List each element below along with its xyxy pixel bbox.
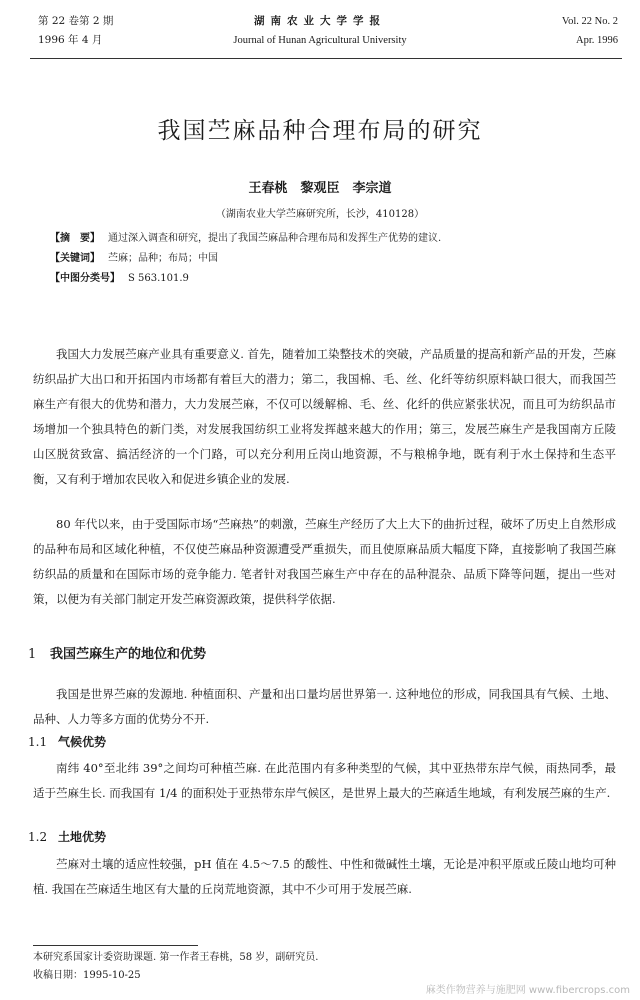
abstract	[50, 232, 610, 246]
abstract-label: 【摘 要】	[50, 233, 100, 244]
publication-date-cn: 1996 年 4 月	[38, 34, 103, 46]
authors: 王春桃 黎观臣 李宗道	[248, 181, 392, 196]
header-right	[562, 12, 618, 50]
volume-issue-en: Vol. 22 No. 2	[561, 16, 618, 27]
affiliation: （湖南农业大学苎麻研究所，长沙，410128）	[215, 209, 425, 220]
watermark: 麻类作物营养与施肥网 www.fibercrops.com	[425, 985, 630, 996]
subsection-number: 1.2	[28, 830, 48, 844]
classification	[50, 272, 610, 286]
subsection-heading-1-1	[28, 733, 106, 750]
subsection-number: 1.1	[28, 735, 48, 749]
subsection-title: 气候优势	[58, 735, 107, 749]
header-rule	[30, 58, 622, 59]
classification-label: 【中图分类号】	[50, 273, 120, 284]
paragraph-land: 苎麻对土壤的适应性较强，pH 值在 4.5～7.5 的酸性、中性和微碱性土壤，无论是冲积平原或丘陵山地均可种植. 我国在苎麻适生地区有大量的丘岗荒地资源，其中不少可用于发展苎麻.	[33, 857, 616, 896]
footnote-received-date: 收稿日期：1995-10-25	[33, 970, 141, 981]
classification-text: S 563.101.9	[128, 273, 189, 284]
subsection-heading-1-2	[28, 828, 106, 845]
footnote-funding: 本研究系国家计委资助课题. 第一作者王春桃，58 岁，副研究员.	[33, 952, 319, 963]
keywords-text: 苎麻；品种；布局；中国	[108, 253, 218, 264]
section-number: 1	[28, 647, 37, 662]
paper-title: 我国苎麻品种合理布局的研究	[157, 118, 483, 144]
journal-name-cn: 湖南农业大学学报	[254, 15, 386, 27]
journal-name-en: Journal of Hunan Agricultural University	[233, 35, 407, 46]
header-left	[38, 12, 113, 50]
section-title: 我国苎麻生产的地位和优势	[50, 647, 207, 662]
paragraph-intro-1: 我国大力发展苎麻产业具有重要意义. 首先，随着加工染整技术的突破，产品质量的提高和新产品的开发，苎麻纺织品扩大出口和开拓国内市场都有着巨大的潜力；第二，我国棉、毛、丝、化纤等纺织原料缺口很大，而我国苎麻生产有很大的优势和潜力，大力发展苎麻，不仅可以缓解棉、毛、丝、化纤的供应紧张状况，而且可为纺织品市场增加一个独具特色的新门类，对发展我国纺织工业将发挥越来越大的作用；第三，发展苎麻生产是我国南方丘陵山区脱贫致富、搞活经济的一个门路，可以充分利用丘岗山地资源，不与粮棉争地，既有利于水土保持和生态平衡，又有利于增加农民收入和促进乡镇企业的发展.	[33, 347, 616, 486]
paragraph-climate: 南纬 40°至北纬 39°之间均可种植苎麻. 在此范围内有多种类型的气候，其中亚热带东岸气候，雨热同季，最适于苎麻生长. 而我国有 1/4 的面积处于亚热带东岸气候区，是世界上最大的苎麻适生地域，有利发展苎麻的生产.	[33, 761, 616, 800]
publication-date-en: Apr. 1996	[576, 35, 618, 46]
paragraph-intro-2: 80 年代以来，由于受国际市场“苎麻热”的刺激，苎麻生产经历了大上大下的曲折过程，破坏了历史上自然形成的品种布局和区域化种植，不仅使苎麻品种资源遭受严重损失，而且使原麻品质大幅度下降，直接影响了我国苎麻纺织品的质量和在国际市场的竞争能力. 笔者针对我国苎麻生产中存在的品种混杂、品质下降等问题，提出一些对策，以便为有关部门制定开发苎麻资源政策，提供科学依据.	[33, 517, 616, 606]
header-journal	[190, 12, 450, 50]
footnote-rule	[33, 945, 198, 946]
section-heading-1	[28, 643, 206, 662]
keywords	[50, 252, 610, 266]
volume-issue-cn: 第 22 卷第 2 期	[38, 15, 114, 27]
subsection-title: 土地优势	[58, 830, 107, 844]
abstract-text: 通过深入调查和研究，提出了我国苎麻品种合理布局和发挥生产优势的建议.	[108, 233, 442, 244]
keywords-label: 【关键词】	[50, 253, 100, 264]
paragraph-section-1: 我国是世界苎麻的发源地. 种植面积、产量和出口量均居世界第一. 这种地位的形成，同我国具有气候、土地、品种、人力等多方面的优势分不开.	[33, 687, 616, 726]
